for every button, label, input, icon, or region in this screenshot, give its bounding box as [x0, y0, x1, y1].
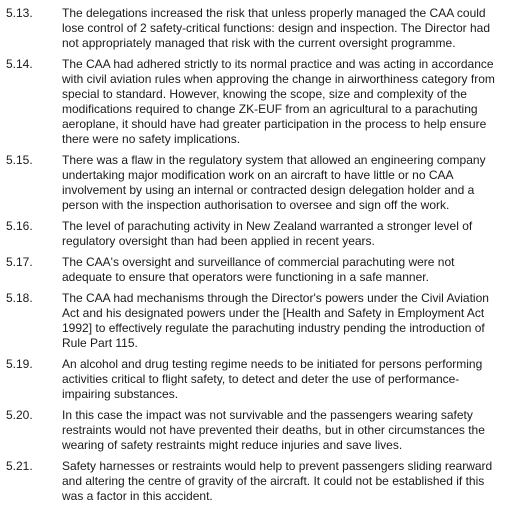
paragraph-text: The CAA had adhered strictly to its normal practice and was acting in accordance with civil aviation rules when approving the change in airworthiness category from special to standard. However, knowing the scope, size and complexity of the modifications required to change ZK-EUF from an agricultural to a parachuting aeroplane, it should have had greater participation in the process to help ensure there were no safety implications.: [62, 57, 495, 146]
paragraph-5-17: [0, 255, 513, 285]
paragraph-text: The CAA had mechanisms through the Director's powers under the Civil Aviation Act and his designated powers under the [Health and Safety in Employment Act 1992] to effectively regulate the parachuting industry pending the introduction of Rule Part 115.: [62, 291, 489, 350]
paragraph-text: In this case the impact was not survivable and the passengers wearing safety restraints would not have prevented their deaths, but in other circumstances the wearing of safety restraints might reduce injuries and save lives.: [62, 408, 485, 452]
paragraph-number: 5.13.: [6, 6, 33, 20]
findings-document: [0, 6, 513, 510]
paragraph-text: An alcohol and drug testing regime needs to be initiated for persons performing activities critical to flight safety, to detect and deter the use of performance- impairing substances.: [62, 357, 483, 401]
paragraph-number: 5.16.: [6, 219, 33, 233]
paragraph-5-16: [0, 219, 513, 249]
paragraph-text: Safety harnesses or restraints would help to prevent passengers sliding rearward and altering the centre of gravity of the aircraft. It could not be established if this was a factor in this accident.: [62, 459, 493, 503]
paragraph-number: 5.14.: [6, 57, 33, 71]
paragraph-number: 5.17.: [6, 255, 33, 269]
paragraph-5-19: [0, 357, 513, 402]
paragraph-number: 5.19.: [6, 357, 33, 371]
paragraph-number: 5.21.: [6, 459, 33, 473]
paragraph-5-18: [0, 291, 513, 351]
paragraph-number: 5.20.: [6, 408, 33, 422]
paragraph-text: There was a flaw in the regulatory system that allowed an engineering company undertaking major modification work on an aircraft to have little or no CAA involvement by using an internal or contracted design delegation holder and a person with the inspection authorisation to oversee and sign off the work.: [62, 153, 486, 212]
paragraph-5-20: [0, 408, 513, 453]
paragraph-5-15: [0, 153, 513, 213]
paragraph-5-14: [0, 57, 513, 147]
paragraph-text: The delegations increased the risk that unless properly managed the CAA could lose control of 2 safety-critical functions: design and inspection. The Director had not appropriately managed that risk with the current oversight programme.: [62, 6, 491, 50]
paragraph-text: The CAA's oversight and surveillance of commercial parachuting were not adequate to ensure that operators were functioning in a safe manner.: [62, 255, 455, 284]
paragraph-number: 5.15.: [6, 153, 33, 167]
paragraph-5-13: [0, 6, 513, 51]
paragraph-number: 5.18.: [6, 291, 33, 305]
paragraph-5-21: [0, 459, 513, 504]
paragraph-text: The level of parachuting activity in New Zealand warranted a stronger level of regulatory oversight than had been applied in recent years.: [62, 219, 473, 248]
